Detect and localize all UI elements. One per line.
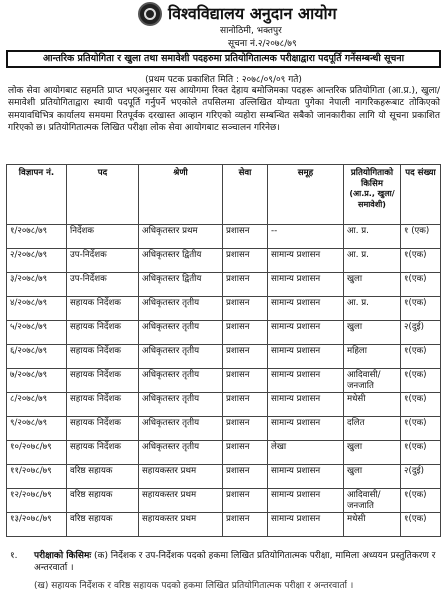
row-count: २(दुई) [401, 321, 441, 345]
row-group: सामान्य प्रशासन [268, 513, 344, 537]
row-adv-no: ९/२०७८/७९ [7, 417, 67, 441]
row-category: अधिकृतस्तर तृतीय [139, 345, 223, 369]
row-group: सामान्य प्रशासन [268, 465, 344, 489]
row-count: १(एक) [401, 273, 441, 297]
row-group: सामान्य प्रशासन [268, 249, 344, 273]
row-post: उप-निर्देशक [67, 273, 139, 297]
row-service: प्रशासन [223, 393, 268, 417]
row-post: वरिष्ठ सहायक [67, 489, 139, 513]
row-category: अधिकृतस्तर तृतीय [139, 369, 223, 393]
note-label: परीक्षाको किसिमः [34, 551, 92, 561]
row-group: सामान्य प्रशासन [268, 489, 344, 513]
row-category: अधिकृतस्तर तृतीय [139, 393, 223, 417]
row-service: प्रशासन [223, 369, 268, 393]
exam-type-note [8, 550, 440, 574]
row-post: सहायक निर्देशक [67, 441, 139, 465]
row-adv-no: ७/२०७८/७९ [7, 369, 67, 393]
org-address: सानोठिमी, भक्तपुर [220, 26, 282, 36]
row-adv-no: १३/२०७८/७९ [7, 513, 67, 537]
row-count: १(एक) [401, 393, 441, 417]
row-quota: खुला [344, 321, 401, 345]
notice-number: सूचना नं.२/२०७८/७९ [228, 39, 297, 49]
row-count: १(एक) [401, 441, 441, 465]
row-adv-no: १२/२०७८/७९ [7, 489, 67, 513]
table-row [7, 489, 441, 513]
row-count: २(दुई) [401, 465, 441, 489]
row-category: अधिकृतस्तर प्रथम [139, 225, 223, 249]
row-count: १(एक) [401, 417, 441, 441]
row-count: १(एक) [401, 489, 441, 513]
table-row [7, 393, 441, 417]
row-quota: आ. प्र. [344, 225, 401, 249]
table-row [7, 249, 441, 273]
row-post: सहायक निर्देशक [67, 417, 139, 441]
org-name: विश्वविद्यालय अनुदान आयोग [168, 4, 337, 23]
row-post: सहायक निर्देशक [67, 345, 139, 369]
note-cutoff-line: (ख) सहायक निर्देशक र वरिष्ठ सहायक पदको हकमा लिखित प्रतियोगितात्मक परीक्षा र अन्तरवार्ता । [34, 581, 354, 591]
row-group: सामान्य प्रशासन [268, 393, 344, 417]
header-quota-sub: (आ.प्र., खुला/ समावेशी) [349, 189, 395, 209]
table-row [7, 441, 441, 465]
header-count: पद संख्या [401, 165, 441, 225]
note-text: (क) निर्देशक र उप-निर्देशक पदको हकमा लिखित प्रतियोगितात्मक परीक्षा, मामिला अध्ययन प्रस्तुतिकरण र अन्तरवार्ता । [34, 551, 436, 573]
row-post: सहायक निर्देशक [67, 297, 139, 321]
table-row [7, 297, 441, 321]
row-adv-no: ८/२०७८/७९ [7, 393, 67, 417]
row-quota: आदिवासी/ जनजाति [344, 489, 401, 513]
row-category: अधिकृतस्तर द्वितीय [139, 249, 223, 273]
header-group: समूह [268, 165, 344, 225]
table-row [7, 369, 441, 393]
table-row [7, 417, 441, 441]
row-quota: आ. प्र. [344, 297, 401, 321]
row-service: प्रशासन [223, 225, 268, 249]
row-count: १(एक) [401, 345, 441, 369]
row-service: प्रशासन [223, 345, 268, 369]
header-service: सेवा [223, 165, 268, 225]
row-group: सामान्य प्रशासन [268, 345, 344, 369]
row-service: प्रशासन [223, 321, 268, 345]
table-row [7, 345, 441, 369]
row-post: सहायक निर्देशक [67, 321, 139, 345]
header-quota-label: प्रतियोगिताको किसिम [350, 168, 394, 189]
row-post: उप-निर्देशक [67, 249, 139, 273]
row-adv-no: २/२०७८/७९ [7, 249, 67, 273]
row-category: अधिकृतस्तर द्वितीय [139, 273, 223, 297]
row-quota: आदिवासी/ जनजाति [344, 369, 401, 393]
row-quota: आ. प्र. [344, 249, 401, 273]
row-count: १ (एक) [401, 225, 441, 249]
row-adv-no: ४/२०७८/७९ [7, 297, 67, 321]
row-adv-no: ६/२०७८/७९ [7, 345, 67, 369]
table-row [7, 465, 441, 489]
row-count: १(एक) [401, 369, 441, 393]
header-category: श्रेणी [139, 165, 223, 225]
row-group: लेखा [268, 441, 344, 465]
notice-title: आन्तरिक प्रतियोगिता र खुला तथा समावेशी पदहरुमा प्रतियोगितात्मक परीक्षाद्वारा पदपूर्ति गर्नेसम्बन्धी सूचना [6, 50, 441, 68]
row-category: अधिकृतस्तर तृतीय [139, 441, 223, 465]
table-row [7, 321, 441, 345]
row-count: १(एक) [401, 513, 441, 537]
table-row [7, 273, 441, 297]
row-group: सामान्य प्रशासन [268, 321, 344, 345]
row-category: सहायकस्तर प्रथम [139, 513, 223, 537]
header-quota [344, 165, 401, 225]
row-quota: मधेसी [344, 513, 401, 537]
commission-logo-icon [138, 2, 162, 26]
row-service: प्रशासन [223, 297, 268, 321]
row-group: सामान्य प्रशासन [268, 369, 344, 393]
header-post: पद [67, 165, 139, 225]
row-post: वरिष्ठ सहायक [67, 465, 139, 489]
row-quota: महिला [344, 345, 401, 369]
row-category: अधिकृतस्तर तृतीय [139, 297, 223, 321]
row-adv-no: १/२०७८/७९ [7, 225, 67, 249]
intro-paragraph: लोक सेवा आयोगबाट सहमति प्राप्त भएअनुसार यस आयोगमा रिक्त देहाय बमोजिमका पदहरू आन्तरिक प्रतियोगिता (आ.प्र.), खुला/समावेशी प्रतियोगिताद्वारा स्थायी पदपूर्ति गर्नुपर्ने भएकोले तपसिलमा उल्लिखित योग्यता पुगेका नेपाली नागरिकहरूबाट तोकिएको समयावधिभित्र कार्यालय समयमा रितपूर्वक दरखास्त आव्हान गरिएको व्यहोरा सम्बन्धित सबैको जानकारीका लागि यो सूचना प्रकाशित गरिएको छ। प्रतियोगितात्मक लिखित परीक्षा लोक सेवा आयोगबाट सञ्चालन गरिनेछ। [8, 86, 440, 134]
header-adv-no: विज्ञापन नं. [7, 165, 67, 225]
row-quota: मधेसी [344, 393, 401, 417]
row-adv-no: ५/२०७८/७९ [7, 321, 67, 345]
row-count: १(एक) [401, 297, 441, 321]
row-category: अधिकृतस्तर तृतीय [139, 321, 223, 345]
table-header-row [7, 165, 441, 225]
row-service: प्रशासन [223, 489, 268, 513]
row-group: सामान्य प्रशासन [268, 417, 344, 441]
table-row [7, 225, 441, 249]
row-quota: खुला [344, 465, 401, 489]
row-group: सामान्य प्रशासन [268, 297, 344, 321]
row-quota: खुला [344, 441, 401, 465]
row-service: प्रशासन [223, 441, 268, 465]
row-service: प्रशासन [223, 417, 268, 441]
publication-date: (प्रथम पटक प्रकाशित मिति : २०७८/०९/०९ गते) [145, 75, 302, 85]
row-group: -- [268, 225, 344, 249]
row-service: प्रशासन [223, 465, 268, 489]
row-post: वरिष्ठ सहायक [67, 513, 139, 537]
row-adv-no: ११/२०७८/७९ [7, 465, 67, 489]
row-service: प्रशासन [223, 513, 268, 537]
row-quota: खुला [344, 273, 401, 297]
row-count: १(एक) [401, 249, 441, 273]
row-category: अधिकृतस्तर तृतीय [139, 417, 223, 441]
row-service: प्रशासन [223, 249, 268, 273]
row-adv-no: ३/२०७८/७९ [7, 273, 67, 297]
row-category: सहायकस्तर प्रथम [139, 465, 223, 489]
row-quota: दलित [344, 417, 401, 441]
table-row [7, 513, 441, 537]
row-category: सहायकस्तर प्रथम [139, 489, 223, 513]
row-service: प्रशासन [223, 273, 268, 297]
vacancy-table [6, 164, 441, 537]
row-post: सहायक निर्देशक [67, 393, 139, 417]
row-group: सामान्य प्रशासन [268, 273, 344, 297]
note-number: १. [10, 551, 18, 561]
row-post: सहायक निर्देशक [67, 369, 139, 393]
row-adv-no: १०/२०७८/७९ [7, 441, 67, 465]
row-post: निर्देशक [67, 225, 139, 249]
